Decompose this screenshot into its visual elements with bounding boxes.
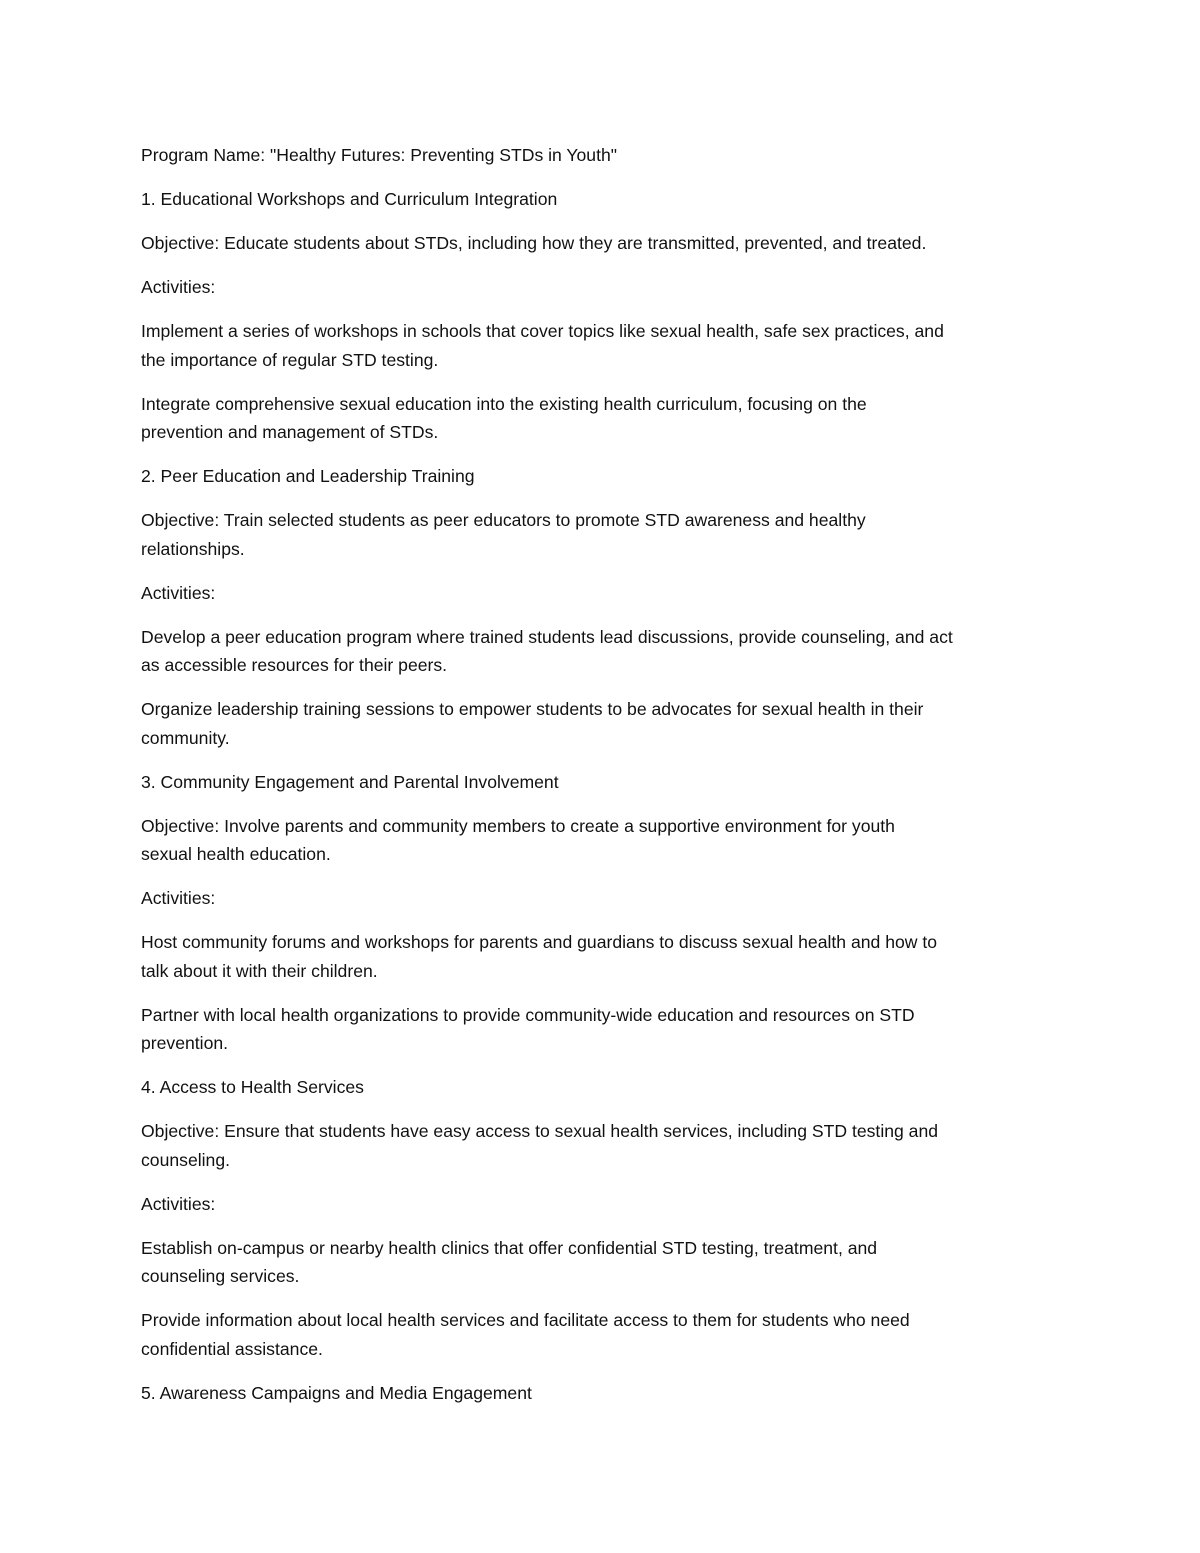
text-line: Activities: [141, 1193, 216, 1214]
paragraph [141, 141, 1101, 170]
text-line: Host community forums and workshops for parents and guardians to discuss sexual health and how to [141, 932, 938, 952]
text-line: Organize leadership training sessions to empower students to be advocates for sexual health in their [141, 699, 924, 719]
paragraph [141, 506, 1101, 563]
paragraph [141, 1073, 1101, 1102]
paragraph [141, 1117, 1101, 1174]
paragraph [141, 623, 1101, 680]
paragraph [141, 390, 1101, 447]
text-line: Objective: Involve parents and community members to create a supportive environment for youth [141, 815, 895, 836]
text-line: community. [141, 727, 230, 748]
text-line: Establish on-campus or nearby health clinics that offer confidential STD testing, treatment, and [141, 1237, 878, 1258]
paragraph [141, 1379, 1101, 1408]
paragraph [141, 462, 1101, 491]
paragraph [141, 579, 1101, 608]
text-line: 2. Peer Education and Leadership Training [141, 466, 475, 486]
paragraph [141, 185, 1101, 214]
paragraph [141, 273, 1101, 302]
paragraph [141, 229, 1101, 258]
text-line: the importance of regular STD testing. [141, 349, 439, 370]
paragraph [141, 1001, 1101, 1058]
paragraph [141, 1190, 1101, 1219]
paragraph [141, 695, 1101, 752]
text-line: as accessible resources for their peers. [141, 655, 448, 675]
text-line: prevention. [141, 1033, 229, 1053]
text-line: Activities: [141, 277, 216, 297]
paragraph [141, 884, 1101, 913]
text-line: 5. Awareness Campaigns and Media Engagement [141, 1382, 532, 1403]
text-line: Integrate comprehensive sexual education into the existing health curriculum, focusing on the [141, 393, 867, 414]
text-line: prevention and management of STDs. [141, 422, 439, 442]
text-line: Objective: Train selected students as peer educators to promote STD awareness and healthy [141, 510, 866, 530]
text-line: 4. Access to Health Services [141, 1077, 364, 1097]
text-line: counseling. [141, 1149, 231, 1170]
text-line: counseling services. [141, 1266, 300, 1286]
text-line: Program Name: "Healthy Futures: Preventing STDs in Youth" [141, 145, 618, 165]
document-page [141, 141, 1101, 1423]
text-line: Objective: Ensure that students have easy access to sexual health services, including STD testing and [141, 1121, 939, 1141]
text-line: Provide information about local health services and facilitate access to them for students who need [141, 1310, 910, 1330]
text-line: Implement a series of workshops in schools that cover topics like sexual health, safe sex practices, and [141, 321, 944, 341]
text-line: Objective: Educate students about STDs, including how they are transmitted, prevented, and treated. [141, 233, 927, 253]
text-line: relationships. [141, 538, 245, 559]
text-line: 3. Community Engagement and Parental Involvement [141, 771, 559, 792]
paragraph [141, 317, 1101, 374]
text-line: Activities: [141, 582, 216, 603]
text-line: talk about it with their children. [141, 960, 378, 981]
text-line: Develop a peer education program where trained students lead discussions, provide counseling, and act [141, 626, 953, 647]
paragraph [141, 1234, 1101, 1291]
text-line: confidential assistance. [141, 1338, 323, 1359]
paragraph [141, 812, 1101, 869]
paragraph [141, 1306, 1101, 1363]
text-line: Partner with local health organizations to provide community-wide education and resources on STD [141, 1004, 915, 1025]
text-line: sexual health education. [141, 844, 331, 864]
text-line: 1. Educational Workshops and Curriculum Integration [141, 189, 558, 209]
paragraph [141, 768, 1101, 797]
text-line: Activities: [141, 888, 216, 908]
paragraph [141, 928, 1101, 985]
